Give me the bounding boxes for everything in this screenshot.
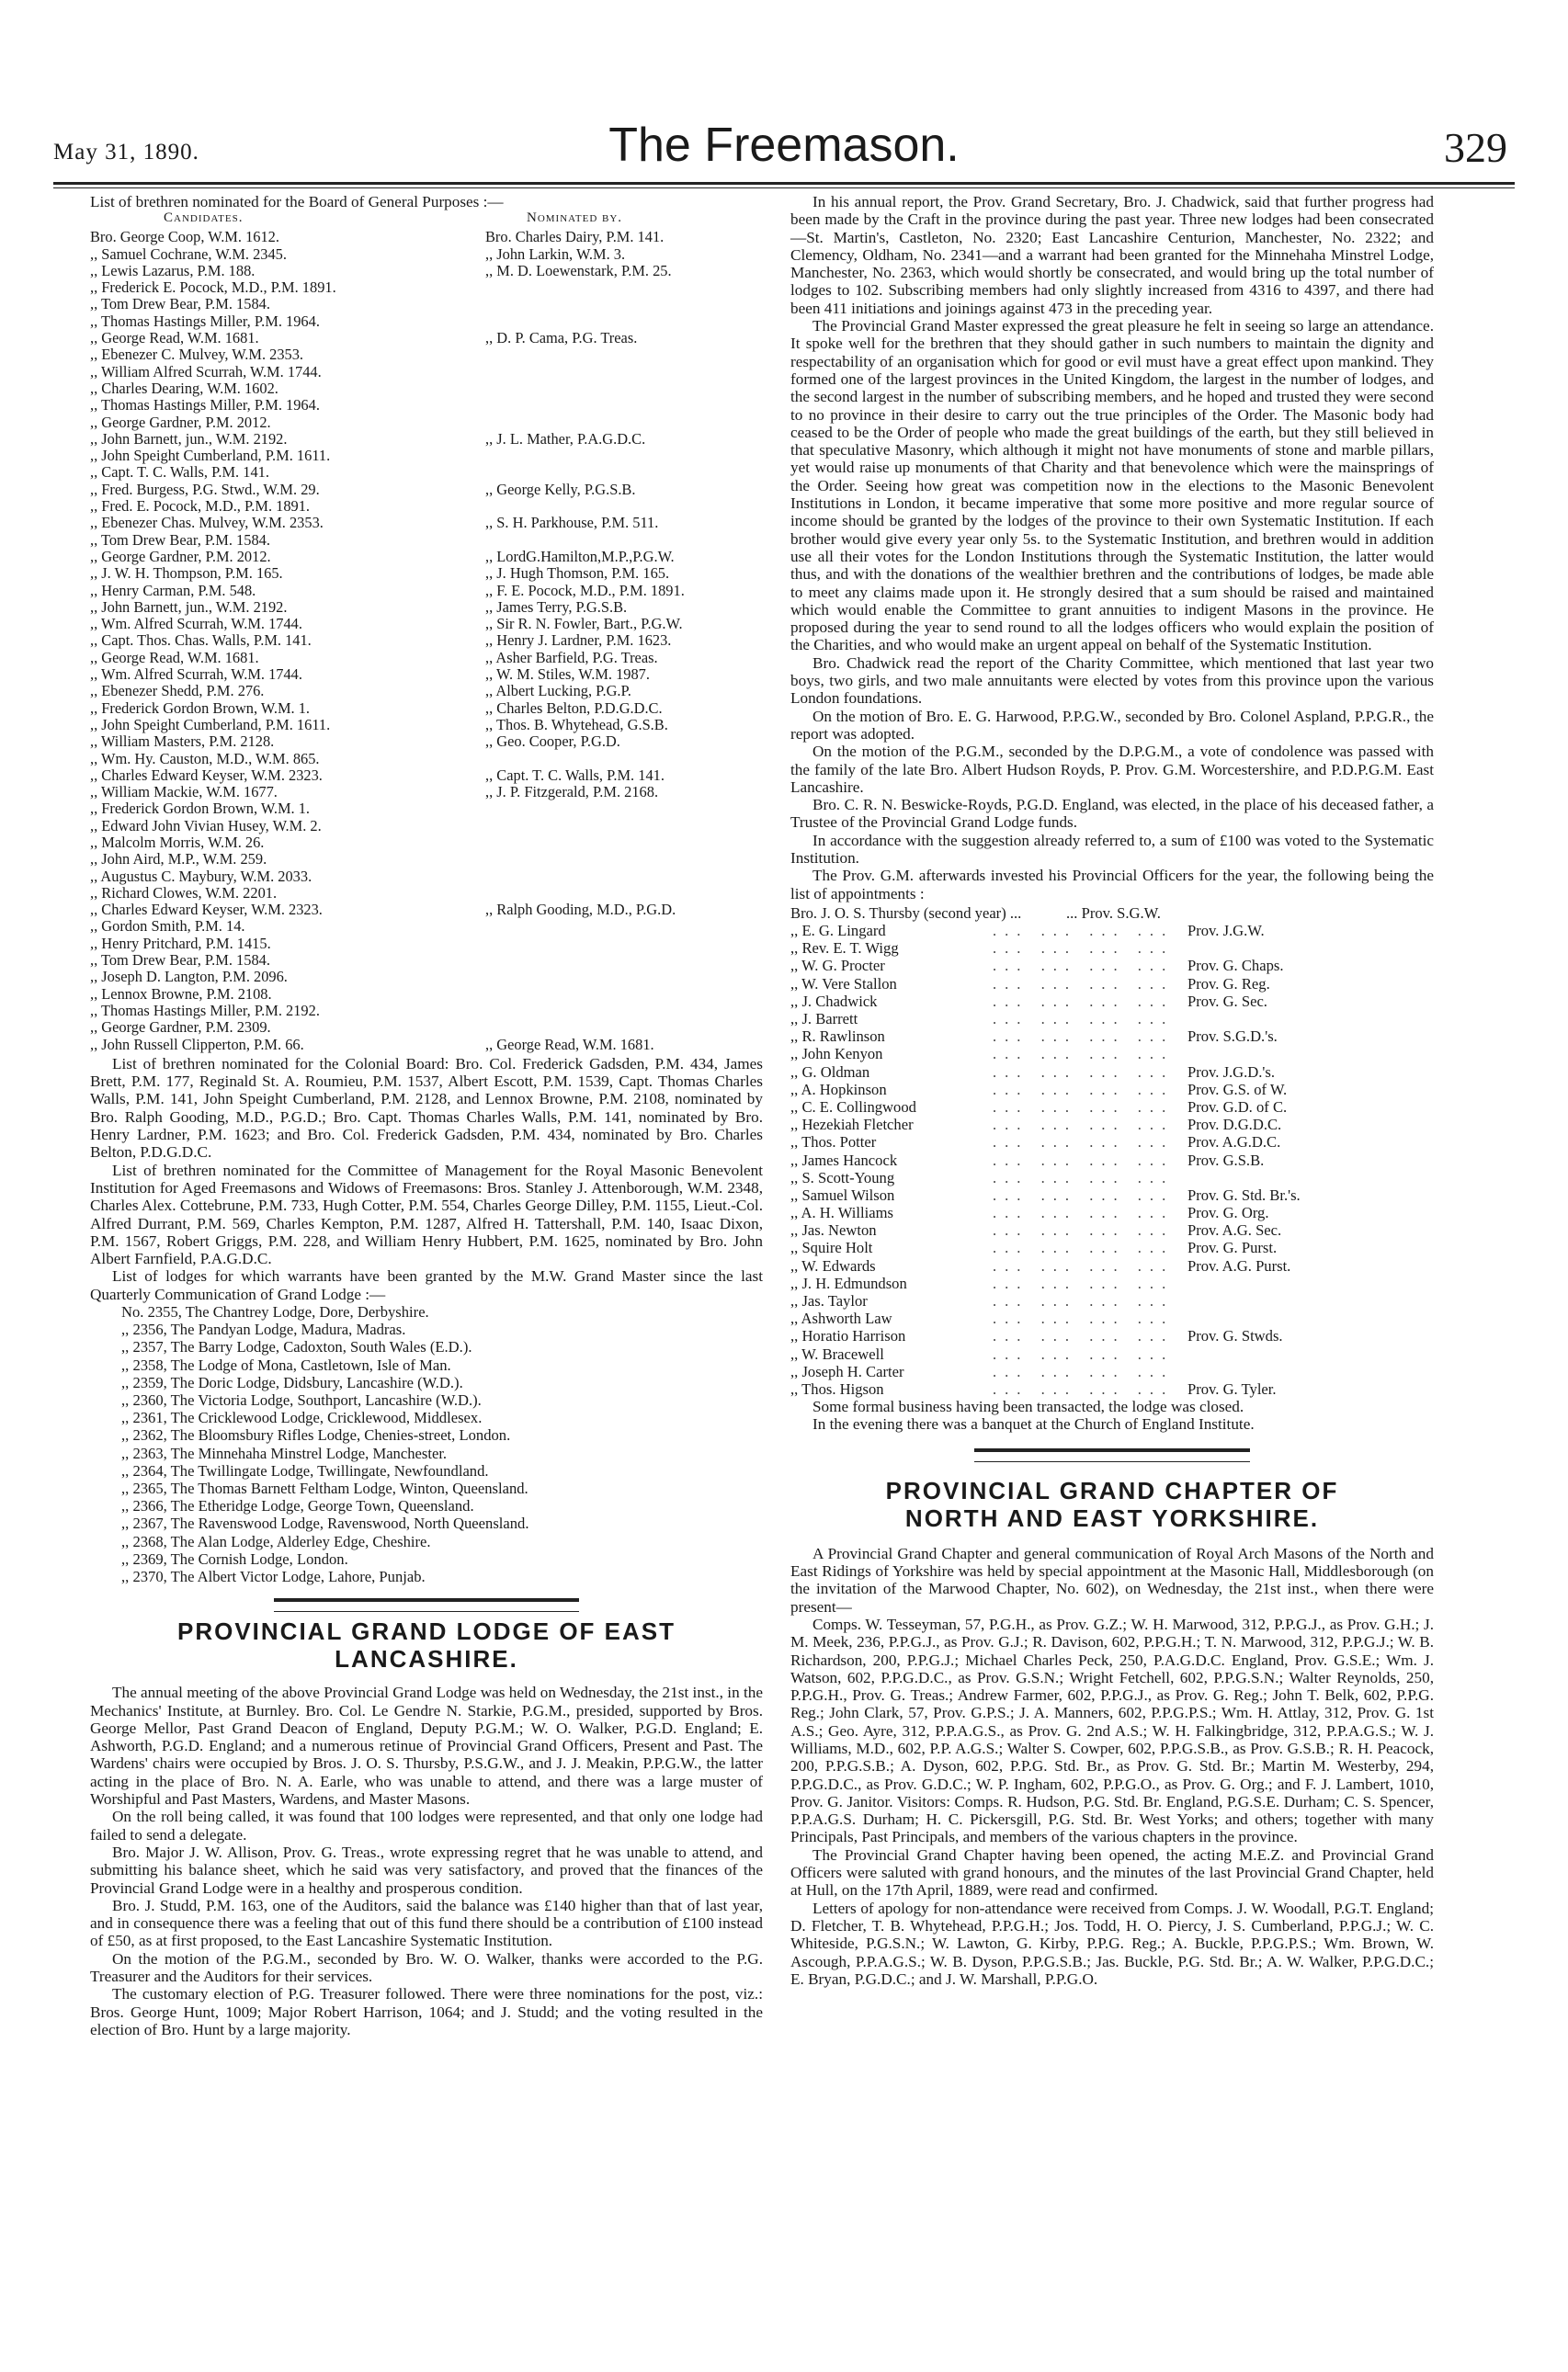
lodge-entry: ,, 2359, The Doric Lodge, Didsbury, Lancashire (W.D.). [121,1373,463,1391]
candidate-name: ,, Ebenezer Shedd, P.M. 276. [90,682,265,700]
nominator-name: ,, Albert Lucking, P.G.P. [485,682,631,700]
board-intro: List of brethren nominated for the Board of General Purposes :— [90,193,504,210]
section-rule [274,1598,579,1612]
officer-name: ,, W. Vere Stallon [790,974,897,993]
nominator-name: ,, S. H. Parkhouse, P.M. 511. [485,514,659,532]
officer-name: ,, E. G. Lingard [790,922,886,940]
nomination-row [90,616,763,632]
lodge-entry: ,, 2366, The Etheridge Lodge, George Town, Queensland. [121,1497,474,1515]
officer-name: ,, J. Barrett [790,1010,858,1027]
candidate-name: ,, Capt. Thos. Chas. Walls, P.M. 141. [90,631,312,650]
officer-row [790,1186,1434,1204]
nomination-row [90,632,763,649]
nomination-row [90,1019,763,1036]
officer-row [790,904,1434,922]
officer-name: ,, R. Rawlinson [790,1027,885,1046]
leader-dots: ... ... ... ... [993,1221,1175,1240]
candidate-name: ,, Tom Drew Bear, P.M. 1584. [90,530,270,549]
candidate-name: ,, Thomas Hastings Miller, P.M. 1964. [90,312,320,330]
nomination-row [90,448,763,464]
page-number: 329 [1444,124,1507,171]
candidate-name: ,, Samuel Cochrane, W.M. 2345. [90,244,287,263]
officer-name: ,, A. H. Williams [790,1204,893,1222]
nomination-row [90,784,763,800]
candidate-name: ,, Lennox Browne, P.M. 2108. [90,984,272,1003]
article-paragraph: On the motion of Bro. E. G. Harwood, P.P.G.W., seconded by Bro. Colonel Aspland, P.P.G.R., the report was adopted. [790,707,1434,743]
leader-dots: ... ... ... ... [993,1045,1175,1063]
lodge-entry: ,, 2360, The Victoria Lodge, Southport, Lancashire (W.D.). [121,1391,482,1410]
lodge-entry: ,, 2361, The Cricklewood Lodge, Cricklewood, Middlesex. [121,1409,483,1427]
nominator-name: ,, George Kelly, P.G.S.B. [485,480,636,498]
nominator-name: ,, Sir R. N. Fowler, Bart., P.G.W. [485,615,683,633]
officer-row [790,1363,1434,1380]
candidate-name: ,, Edward John Vivian Husey, W.M. 2. [90,816,322,834]
officer-name: ,, Thos. Higson [790,1379,884,1398]
officer-title: Prov. G.D. of C. [1187,1097,1288,1116]
nominator-name: ,, W. M. Stiles, W.M. 1987. [485,665,650,684]
article-paragraph: Bro. J. Studd, P.M. 163, one of the Auditors, said the balance was £140 higher than that of last year, and in consequence there was a feeling that out of this fund there should be a contribution of £100 instead of £50, as at first proposed, to the East Lancashire Systematic Institution. [90,1896,763,1950]
candidate-name: ,, George Gardner, P.M. 2012. [90,547,271,565]
leader-dots: ... ... ... ... [993,1274,1175,1292]
officer-row [790,1152,1434,1169]
article-paragraph: Bro. Chadwick read the report of the Charity Committee, which mentioned that last year two boys, two girls, and two male annuitants were elected by votes from this province upon the various London foundations. [790,653,1434,708]
officer-title: Prov. D.G.D.C. [1187,1116,1282,1134]
candidate-name: ,, John Barnett, jun., W.M. 2192. [90,597,288,616]
nomination-row [90,431,763,448]
section-heading-east-lancashire: PROVINCIAL GRAND LODGE OF EAST [177,1617,676,1646]
officer-name: ,, Joseph H. Carter [790,1362,904,1380]
nomination-row [90,800,763,817]
officer-title: Prov. A.G.D.C. [1187,1133,1281,1152]
candidate-name: ,, John Aird, M.P., W.M. 259. [90,850,267,868]
leader-dots: ... ... ... ... [993,1379,1175,1398]
officer-name: Bro. J. O. S. Thursby (second year) ... [790,903,1022,922]
officer-title: Prov. A.G. Sec. [1187,1221,1282,1240]
leader-dots: ... ... ... ... [993,939,1175,958]
nomination-row [90,885,763,902]
officer-row [790,1327,1434,1345]
nominator-name: ,, James Terry, P.G.S.B. [485,597,628,616]
candidate-name: ,, Tom Drew Bear, P.M. 1584. [90,295,270,313]
board-column-headers [90,210,763,229]
nominated-header: Nominated by. [527,210,623,226]
nomination-row [90,229,763,245]
nomination-row [90,279,763,296]
officer-name: ,, J. Chadwick [790,992,878,1010]
section-heading-yorkshire: PROVINCIAL GRAND CHAPTER OF [885,1476,1339,1504]
article-paragraph: On the motion of the P.G.M., seconded by Bro. W. O. Walker, thanks were accorded to the P.G. Treasurer and the Auditors for their services. [90,1949,763,1985]
leader-dots: ... ... ... ... [993,974,1175,993]
issue-date: May 31, 1890. [53,140,199,165]
officer-title: Prov. J.G.D.'s. [1187,1062,1276,1081]
nominator-name: Bro. Charles Dairy, P.M. 141. [485,228,665,246]
nominator-name: ,, J. P. Fitzgerald, P.M. 2168. [485,783,659,801]
officer-row [790,1204,1434,1221]
nomination-row [90,767,763,784]
officer-name: ,, Squire Holt [790,1239,873,1257]
officer-name: ,, C. E. Collingwood [790,1097,916,1116]
masthead-rule-thin [53,187,1515,188]
section-rule [974,1448,1250,1462]
candidate-name: ,, William Masters, P.M. 2128. [90,732,275,751]
nominator-name: ,, Geo. Cooper, P.G.D. [485,732,620,751]
article-paragraph: Bro. Major J. W. Allison, Prov. G. Treas., wrote expressing regret that he was unable to attend, and submitting his balance sheet, which he said was very satisfactory, and proved that the finances of the Provincial Grand Lodge were in a healthy and prosperous condition. [90,1843,763,1897]
officer-name: ,, Jas. Taylor [790,1292,868,1310]
nomination-row [90,482,763,498]
officer-row [790,1027,1434,1045]
candidate-name: ,, Henry Pritchard, P.M. 1415. [90,934,271,952]
lodge-entry: ,, 2358, The Lodge of Mona, Castletown, Isle of Man. [121,1356,451,1374]
candidate-name: ,, Wm. Hy. Causton, M.D., W.M. 865. [90,749,320,767]
nomination-row [90,969,763,985]
nominator-name: ,, Charles Belton, P.D.G.D.C. [485,698,663,717]
masthead-rule [53,182,1515,185]
warrants-paragraph: List of lodges for which warrants have been granted by the M.W. Grand Master since the last Quarterly Communication of Grand Lodge :— [90,1267,763,1303]
officer-row [790,1098,1434,1116]
nomination-row [90,246,763,263]
officer-row [790,1275,1434,1292]
candidate-name: ,, John Russell Clipperton, P.M. 66. [90,1035,304,1053]
officer-row [790,922,1434,939]
leader-dots: ... ... ... ... [993,1186,1175,1204]
officer-row [790,1310,1434,1327]
officer-row [790,1063,1434,1081]
candidate-name: ,, Ebenezer C. Mulvey, W.M. 2353. [90,346,304,364]
lodge-entry: ,, 2369, The Cornish Lodge, London. [121,1549,348,1568]
leader-dots: ... ... ... ... [993,1256,1175,1275]
nomination-row [90,313,763,330]
nominator-name: ,, LordG.Hamilton,M.P.,P.G.W. [485,547,675,565]
candidate-name: ,, Augustus C. Maybury, W.M. 2033. [90,867,312,885]
nominator-name: ,, M. D. Loewenstark, P.M. 25. [485,261,672,279]
article-paragraph: The annual meeting of the above Provincial Grand Lodge was held on Wednesday, the 21st inst., in the Mechanics' Institute, at Burnley. Bro. Col. Le Gendre N. Starkie, P.G.M., presided, supported by Bros. George Mellor, Past Grand Deacon of England, Deputy P.G.M.; W. O. Walker, P.G.D. England; E. Ashworth, P.G.D. England; and a numerous retinue of Provincial Grand Officers, Present and Past. The Wardens' chairs were occupied by Bros. J. O. S. Thursby, P.S.G.W., and J. J. Meakin, P.P.G.W., the latter acting in the place of Bro. N. A. Earle, who was unable to attend, and there was a large muster of Worshipful and Past Masters, Wardens, and Master Masons. [90,1684,763,1809]
candidate-name: ,, Wm. Alfred Scurrah, W.M. 1744. [90,665,302,684]
nomination-row [90,498,763,515]
nomination-row [90,397,763,414]
officer-row [790,1045,1434,1062]
lodge-entry: ,, 2367, The Ravenswood Lodge, Ravenswood, North Queensland. [121,1515,529,1533]
article-paragraph: On the roll being called, it was found that 100 lodges were represented, and that only one lodge had failed to send a delegate. [90,1808,763,1844]
nominator-name: ,, J. L. Mather, P.A.G.D.C. [485,429,646,448]
lodge-entry: ,, 2365, The Thomas Barnett Feltham Lodge, Winton, Queensland. [121,1480,528,1498]
candidate-name: ,, J. W. H. Thompson, P.M. 165. [90,564,283,583]
article-paragraph: The customary election of P.G. Treasurer followed. There were three nominations for the post, viz.: Bros. George Hunt, 1009; Major Robert Harrison, 1064; and J. Studd; and the voting resulted in the election of Bro. Hunt by a large majority. [90,1985,763,2038]
nomination-row [90,583,763,599]
candidate-name: ,, George Gardner, P.M. 2309. [90,1018,271,1037]
officer-title: Prov. S.G.D.'s. [1187,1027,1278,1046]
nominator-name: ,, Ralph Gooding, M.D., P.G.D. [485,901,676,919]
leader-dots: ... ... ... ... [993,1310,1175,1328]
article-paragraph: In the evening there was a banquet at the Church of England Institute. [812,1415,1255,1434]
comps-list-paragraph: Comps. W. Tesseyman, 57, P.G.H., as Prov. G.Z.; W. H. Marwood, 312, P.P.G.J., as Prov. G.H.; J. M. Meek, 236, P.P.G.J., as Prov. G.J.; R. Davison, 602, P.P.G.H.; T. N. Marwood, 312, P.P.G.J.; W. B. Richardson, 200, P.P.G.J.; Michael Charles Peck, 250, P.A.G.D.C. England, Prov. G.S.E.; Wm. J. Watson, 602, P.P.G.D.C., as Prov. G.S.N.; Wright Fetchell, 602, P.P.G.S.N.; Walter Reynolds, 250, P.P.G.H., Prov. G. Treas.; Andrew Farmer, 602, P.P.G.J., as Prov. G. Reg.; John T. Belk, 602, P.P.G. Reg.; John Clark, 57, Prov. G.P.S.; J. A. Manners, 602, P.P.G.P.S.; Wm. H. Attlay, 312, Prov. G. 1st A.S.; Geo. Ayre, 312, P.P.A.G.S., as Prov. G. 2nd A.S.; W. H. Falkingbridge, 312, P.P.A.G.S.; W. J. Williams, M.D., 602, P.P. A.G.S.; Walter S. Cowper, 602, P.P.G.S.B., as Prov. G.S.B.; R. H. Peacock, 200, P.P.G.S.B.; A. Dyson, 602, P.P.G. Std. Br., as Prov. G. Std. Br.; Martin M. Westerby, 294, P.P.G.D.C., as Prov. G.D.C.; W. P. Ingham, 602, P.P.G.O., as Prov. G. Org.; and F. J. Lambert, 1010, Prov. G. Janitor. Visitors: Comps. R. Hudson, P.G. Std. Br. England, P.G.S.E. Durham; C. S. Spencer, P.P.A.G.S. Durham; H. C. Pickersgill, P.G. Std. Br. West Yorks; and others; together with many Principals, Past Principals, and members of the various chapters in the province. [790,1615,1434,1846]
candidate-name: ,, Thomas Hastings Miller, P.M. 2192. [90,1001,320,1019]
officer-name: ,, Horatio Harrison [790,1327,906,1345]
leader-dots: ... ... ... ... [993,1010,1175,1027]
newspaper-title: The Freemason. [608,119,960,172]
officer-title: Prov. G. Sec. [1187,992,1267,1010]
candidate-name: ,, Fred. E. Pocock, M.D., P.M. 1891. [90,497,311,516]
nominator-name: ,, Thos. B. Whytehead, G.S.B. [485,715,668,733]
candidate-name: Bro. George Coop, W.M. 1612. [90,228,279,246]
candidate-name: ,, Fred. Burgess, P.G. Stwd., W.M. 29. [90,480,320,498]
candidate-name: ,, Richard Clowes, W.M. 2201. [90,883,278,902]
committee-paragraph: List of brethren nominated for the Committee of Management for the Royal Masonic Benevolent Institution for Aged Freemasons and Widows of Freemasons: Bros. Stanley J. Attenborough, W.M. 2348, Charles Alex. Cottebrune, P.M. 733, Hugh Cotter, P.M. 554, Charles George Dilley, P.M. 1155, Lieut.-Col. Alfred Durrant, P.M. 569, Charles Kempton, P.M. 1287, Alfred H. Tattershall, P.M. 140, Isaac Dixon, P.M. 1567, Robert Griggs, P.M. 228, and William Henry Hubbert, P.M. 1625, nominated by Bro. John Albert Farnfield, P.A.G.D.C. [90,1161,763,1268]
leader-dots: ... ... ... ... [993,957,1175,975]
nomination-row [90,666,763,683]
officer-name: ,, J. H. Edmundson [790,1274,907,1292]
officer-row [790,957,1434,974]
nomination-row [90,599,763,616]
nomination-row [90,464,763,481]
officer-title: Prov. G. Chaps. [1187,957,1284,975]
article-paragraph: A Provincial Grand Chapter and general communication of Royal Arch Masons of the North and East Ridings of Yorkshire was held by special appointment at the Masonic Hall, Middlesborough (on the invitation of the Marwood Chapter, No. 602), on Wednesday, the 21st inst., when there were present— [790,1544,1434,1616]
article-paragraph: On the motion of the P.G.M., seconded by the D.P.G.M., a vote of condolence was passed with the family of the late Bro. Albert Hudson Royds, P. Prov. G.M. Worcestershire, and P.D.P.G.M. East Lancashire. [790,743,1434,796]
article-paragraph: The Prov. G.M. afterwards invested his Provincial Officers for the year, the following being the list of appointments : [790,867,1434,902]
officer-row [790,975,1434,993]
officer-row [790,993,1434,1010]
officer-name: ,, John Kenyon [790,1045,883,1063]
nomination-row [90,851,763,868]
officer-title: ... Prov. S.G.W. [1066,903,1161,922]
nomination-row [90,565,763,582]
officer-row [790,1345,1434,1363]
officer-name: ,, S. Scott-Young [790,1168,895,1186]
board-nominations [90,229,763,1053]
officer-name: ,, Rev. E. T. Wigg [790,939,899,958]
nomination-row [90,986,763,1003]
officer-row [790,1169,1434,1186]
officer-row [790,939,1434,957]
nominator-name: ,, George Read, W.M. 1681. [485,1035,654,1053]
officer-title: Prov. J.G.W. [1187,922,1265,940]
officer-name: ,, Ashworth Law [790,1310,892,1328]
officer-title: Prov. G. Reg. [1187,974,1270,993]
nomination-row [90,296,763,312]
candidate-name: ,, Thomas Hastings Miller, P.M. 1964. [90,396,320,414]
officer-row [790,1380,1434,1398]
candidate-name: ,, John Speight Cumberland, P.M. 1611. [90,447,331,465]
nomination-row [90,936,763,952]
nominator-name: ,, F. E. Pocock, M.D., P.M. 1891. [485,581,685,599]
leader-dots: ... ... ... ... [993,1204,1175,1222]
right-column [790,193,1434,1988]
article-paragraph: Bro. C. R. N. Beswicke-Royds, P.G.D. England, was elected, in the place of his deceased father, a Trustee of the Provincial Grand Lodge funds. [790,796,1434,832]
lodge-list [90,1303,763,1585]
candidate-name: ,, Charles Edward Keyser, W.M. 2323. [90,766,323,784]
candidate-name: ,, William Mackie, W.M. 1677. [90,783,278,801]
officer-name: ,, Hezekiah Fletcher [790,1116,914,1134]
nomination-row [90,380,763,397]
candidate-name: ,, Ebenezer Chas. Mulvey, W.M. 2353. [90,514,324,532]
leader-dots: ... ... ... ... [993,992,1175,1010]
article-paragraph: In his annual report, the Prov. Grand Secretary, Bro. J. Chadwick, said that further progress had been made by the Craft in the province during the past year. Three new lodges had been consecrated—St. Martin's, Castleton, No. 2320; East Lancashire Centurion, Manchester, No. 2322; and Clemency, Oldham, No. 2341—and a warrant had been granted for the Minnehaha Minstrel Lodge, Manchester, No. 2363, which would shortly be consecrated, and would bring up the total number of lodges to 102. Subscribing members had only slightly increased from 4316 to 4397, and there had been 411 initiations and joinings against 473 in the preceding year. [790,193,1434,317]
officer-row [790,1081,1434,1098]
nomination-row [90,263,763,279]
nominator-name: ,, Henry J. Lardner, P.M. 1623. [485,631,672,650]
candidate-name: ,, George Read, W.M. 1681. [90,648,259,666]
article-paragraph: In accordance with the suggestion already referred to, a sum of £100 was voted to the Systematic Institution. [790,831,1434,867]
officer-row [790,1257,1434,1275]
officer-row [790,1010,1434,1027]
candidate-name: ,, George Read, W.M. 1681. [90,329,259,347]
nomination-row [90,700,763,717]
leader-dots: ... ... ... ... [993,1062,1175,1081]
officer-name: ,, W. Bracewell [790,1345,884,1363]
candidate-name: ,, Charles Edward Keyser, W.M. 2323. [90,901,323,919]
candidate-name: ,, William Alfred Scurrah, W.M. 1744. [90,362,322,380]
nomination-row [90,902,763,918]
nomination-row [90,1037,763,1053]
nomination-row [90,818,763,834]
lodge-entry: ,, 2363, The Minnehaha Minstrel Lodge, Manchester. [121,1444,448,1462]
nomination-row [90,868,763,885]
officer-title: Prov. G. Std. Br.'s. [1187,1186,1301,1204]
nomination-row [90,330,763,346]
candidate-name: ,, Henry Carman, P.M. 548. [90,581,256,599]
officer-name: ,, Samuel Wilson [790,1186,895,1204]
leader-dots: ... ... ... ... [993,1345,1175,1363]
candidate-name: ,, John Barnett, jun., W.M. 2192. [90,429,288,448]
article-paragraph: The Provincial Grand Chapter having been opened, the acting M.E.Z. and Provincial Grand Officers were saluted with grand honours, and the minutes of the last Provincial Grand Chapter, held at Hull, on the 17th April, 1889, were read and confirmed. [790,1845,1434,1900]
candidate-name: ,, Gordon Smith, P.M. 14. [90,917,245,936]
officer-row [790,1116,1434,1133]
lodge-entry: ,, 2364, The Twillingate Lodge, Twillingate, Newfoundland. [121,1461,489,1480]
leader-dots: ... ... ... ... [993,1080,1175,1098]
nomination-row [90,683,763,699]
lodge-entry: ,, 2356, The Pandyan Lodge, Madura, Madras. [121,1321,406,1339]
nomination-row [90,414,763,431]
officer-name: ,, James Hancock [790,1151,898,1169]
leader-dots: ... ... ... ... [993,1097,1175,1116]
officer-row [790,1239,1434,1256]
officer-name: ,, W. G. Procter [790,957,885,975]
nomination-row [90,1003,763,1019]
candidate-name: ,, Frederick Gordon Brown, W.M. 1. [90,800,311,818]
nomination-row [90,549,763,565]
officer-title: Prov. G. Stwds. [1187,1327,1283,1345]
officer-row [790,1221,1434,1239]
leader-dots: ... ... ... ... [993,1168,1175,1186]
masthead [53,119,1515,175]
officer-name: ,, Thos. Potter [790,1133,877,1152]
candidate-name: ,, Lewis Lazarus, P.M. 188. [90,261,256,279]
left-column [90,193,763,2038]
candidates-header: Candidates. [164,210,244,226]
candidate-name: ,, Capt. T. C. Walls, P.M. 141. [90,463,269,482]
nomination-row [90,834,763,851]
officer-title: Prov. G. Purst. [1187,1239,1278,1257]
lodge-entry: No. 2355, The Chantrey Lodge, Dore, Derbyshire. [121,1303,429,1321]
nomination-row [90,515,763,531]
lodge-entry: ,, 2368, The Alan Lodge, Alderley Edge, Cheshire. [121,1532,431,1550]
officer-row [790,1292,1434,1310]
nominator-name: ,, Capt. T. C. Walls, P.M. 141. [485,766,665,784]
candidate-name: ,, Tom Drew Bear, P.M. 1584. [90,951,270,970]
article-paragraph: Some formal business having been transacted, the lodge was closed. [812,1398,1244,1416]
nomination-row [90,532,763,549]
nomination-row [90,650,763,666]
officer-title: Prov. A.G. Purst. [1187,1256,1291,1275]
leader-dots: ... ... ... ... [993,1116,1175,1134]
officer-name: ,, G. Oldman [790,1062,870,1081]
section-heading-yorkshire-2: NORTH AND EAST YORKSHIRE. [904,1504,1320,1532]
leader-dots: ... ... ... ... [993,1292,1175,1310]
article-paragraph: Letters of apology for non-attendance were received from Comps. J. W. Woodall, P.G.T. England; D. Fletcher, T. B. Whytehead, P.P.G.H.; Jos. Todd, H. O. Piercy, J. S. Cumberland, P.P.G.J.; W. C. Whiteside, P.G.S.N.; W. Lawton, G. Kirby, P.P.G. Reg.; A. Buckle, P.P.G.P.S.; Wm. Brown, W. Ascough, P.P.A.G.S.; W. B. Dyson, P.P.G.S.B.; Jas. Buckle, P.G. Std. Br.; A. W. Walker, P.P.G.D.C.; E. Bryan, P.G.D.C.; and J. W. Marshall, P.P.G.O. [790,1899,1434,1988]
officer-title: Prov. G.S.B. [1187,1151,1265,1169]
leader-dots: ... ... ... ... [993,922,1175,940]
officer-appointments [790,904,1434,1398]
leader-dots: ... ... ... ... [993,1133,1175,1152]
nomination-row [90,733,763,750]
candidate-name: ,, John Speight Cumberland, P.M. 1611. [90,715,331,733]
section-heading-east-lancashire-2: LANCASHIRE. [335,1645,518,1674]
officer-name: ,, Jas. Newton [790,1221,877,1240]
nomination-row [90,751,763,767]
nominator-name: ,, Asher Barfield, P.G. Treas. [485,648,658,666]
candidate-name: ,, Frederick Gordon Brown, W.M. 1. [90,698,311,717]
candidate-name: ,, Joseph D. Langton, P.M. 2096. [90,968,288,986]
lodge-entry: ,, 2357, The Barry Lodge, Cadoxton, South Wales (E.D.). [121,1338,472,1356]
leader-dots: ... ... ... ... [993,1327,1175,1345]
nominator-name: ,, D. P. Cama, P.G. Treas. [485,329,638,347]
candidate-name: ,, Wm. Alfred Scurrah, W.M. 1744. [90,615,302,633]
colonial-board-paragraph: List of brethren nominated for the Colonial Board: Bro. Col. Frederick Gadsden, P.M. 434, James Brett, P.M. 177, Reginald St. A. Roumieu, P.M. 1537, Albert Escott, P.M. 1539, Capt. Thomas Charles Walls, P.M. 141, John Speight Cumberland, P.M. 2128, and Lennox Browne, P.M. 2108, nominated by Bro. Ralph Gooding, M.D., P.G.D.; Bro. Capt. Thomas Charles Walls, P.M. 141, nominated by Bro. Henry Lardner, P.M. 1623; and Bro. Col. Frederick Gadsden, P.M. 434, nominated by Bro. Charles Belton, P.D.G.D.C. [90,1054,763,1162]
leader-dots: ... ... ... ... [993,1027,1175,1046]
lodge-entry: ,, 2362, The Bloomsbury Rifles Lodge, Chenies-street, London. [121,1426,511,1445]
officer-name: ,, W. Edwards [790,1256,876,1275]
officer-title: Prov. G.S. of W. [1187,1080,1288,1098]
officer-row [790,1133,1434,1151]
officer-title: Prov. G. Tyler. [1187,1379,1277,1398]
nomination-row [90,717,763,733]
lodge-entry: ,, 2370, The Albert Victor Lodge, Lahore, Punjab. [121,1568,426,1586]
nomination-row [90,346,763,363]
officer-title: Prov. G. Org. [1187,1204,1269,1222]
nomination-row [90,364,763,380]
nominator-name: ,, J. Hugh Thomson, P.M. 165. [485,564,670,583]
candidate-name: ,, Malcolm Morris, W.M. 26. [90,833,265,851]
nomination-row [90,952,763,969]
candidate-name: ,, George Gardner, P.M. 2012. [90,413,271,431]
leader-dots: ... ... ... ... [993,1151,1175,1169]
candidate-name: ,, Frederick E. Pocock, M.D., P.M. 1891. [90,278,336,297]
article-paragraph: The Provincial Grand Master expressed the great pleasure he felt in seeing so large an attendance. It spoke well for the brethren that they should gather in such numbers to maintain the dignity and respectability of an organisation which for good or evil must have a great effect upon mankind. They formed one of the largest provinces in the United Kingdom, the largest in the number of lodges, and the second largest in the number of subscribing members, and he hoped and trusted they were second to no province in their desire to carry out the true principles of the Order. The Masonic body had ceased to be the Order of people who made the great buildings of the earth, but they still believed in that speculative Masonry, which although it might not have monuments of stone and marble pillars, yet would raise up monuments of that Charity and that benevolence which were the mainsprings of the Order. Seeing how great was competition now in the elections to the Masonic Benevolent Institutions in London, it became imperative that some more positive and more regular source of income should be granted by the lodges of the province to their own Systematic Institution. If each brother would give every year only 5s. to the Systematic Institution, and brethren would in addition use all their votes for the London Institutions through the Systematic Institution, the latter would thus, and with the donations of the wealthier brethren and the contributions of lodges, be made able to meet any claims made upon it. He strongly desired that a sum should be raised and maintained which would enable the Committee to grant annuities to indigent Masons in the province. He proposed during the year to send round to all the lodges officers who would explain the position of the Charities, and who would make an urgent appeal on behalf of the Systematic Institution. [790,317,1434,654]
candidate-name: ,, Charles Dearing, W.M. 1602. [90,379,278,397]
officer-name: ,, A. Hopkinson [790,1080,887,1098]
nominator-name: ,, John Larkin, W.M. 3. [485,244,626,263]
leader-dots: ... ... ... ... [993,1239,1175,1257]
nomination-row [90,918,763,935]
leader-dots: ... ... ... ... [993,1362,1175,1380]
